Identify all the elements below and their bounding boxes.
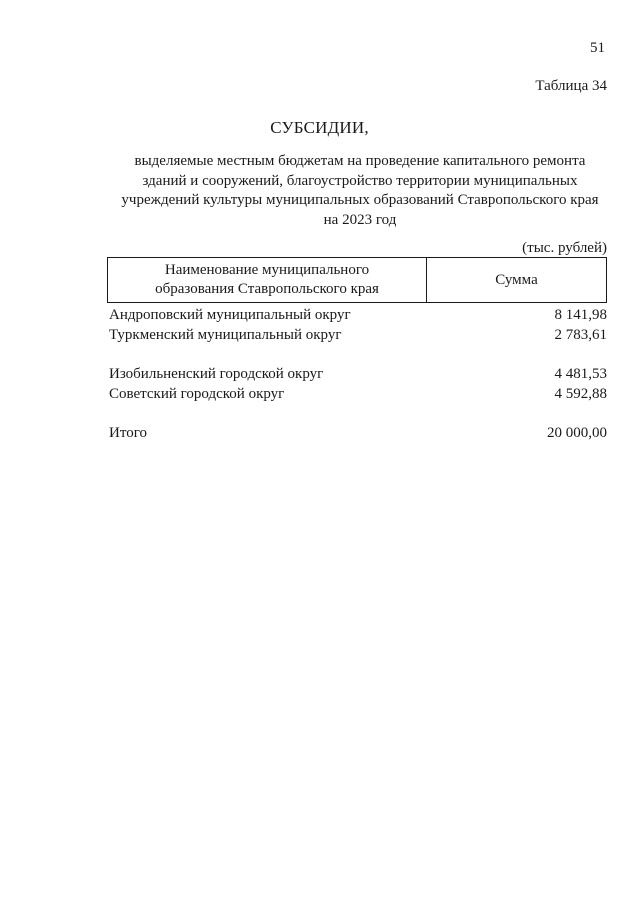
row-name: Изобильненский городской округ: [109, 366, 324, 382]
document-subtitle: [0, 152, 639, 230]
column-header-name-line: образования Ставропольского края: [155, 281, 379, 297]
table-row: [109, 364, 607, 384]
row-name: Андроповский муниципальный округ: [109, 307, 351, 323]
subtitle-line: учреждений культуры муниципальных образований Ставропольского края: [121, 192, 599, 208]
subtitle-line: зданий и сооружений, благоустройство территории муниципальных: [142, 172, 578, 189]
row-value: 8 141,98: [554, 307, 607, 323]
row-name: Туркменский муниципальный округ: [109, 327, 342, 343]
row-name: Советский городской округ: [109, 386, 285, 402]
total-row: [109, 423, 607, 443]
column-header-name: [108, 258, 427, 302]
table-body: [109, 305, 607, 443]
total-label: Итого: [109, 425, 147, 441]
table-row: [109, 384, 607, 404]
table-number: Таблица 34: [535, 78, 607, 94]
units-label: (тыс. рублей): [522, 240, 607, 256]
table-header: [107, 257, 607, 303]
total-value: 20 000,00: [547, 425, 607, 441]
table-row: [109, 305, 607, 325]
document-title: СУБСИДИИ,: [270, 118, 369, 137]
row-value: 2 783,61: [554, 327, 607, 343]
subtitle-line: на 2023 год: [323, 211, 397, 228]
column-header-sum: Сумма: [495, 271, 538, 288]
row-value: 4 481,53: [554, 366, 607, 382]
page-number: 51: [590, 40, 605, 56]
subtitle-line: выделяемые местным бюджетам на проведение капитального ремонта: [134, 153, 586, 169]
row-value: 4 592,88: [554, 386, 607, 402]
column-header-name-line: Наименование муниципального: [164, 262, 370, 278]
table-row: [109, 325, 607, 345]
